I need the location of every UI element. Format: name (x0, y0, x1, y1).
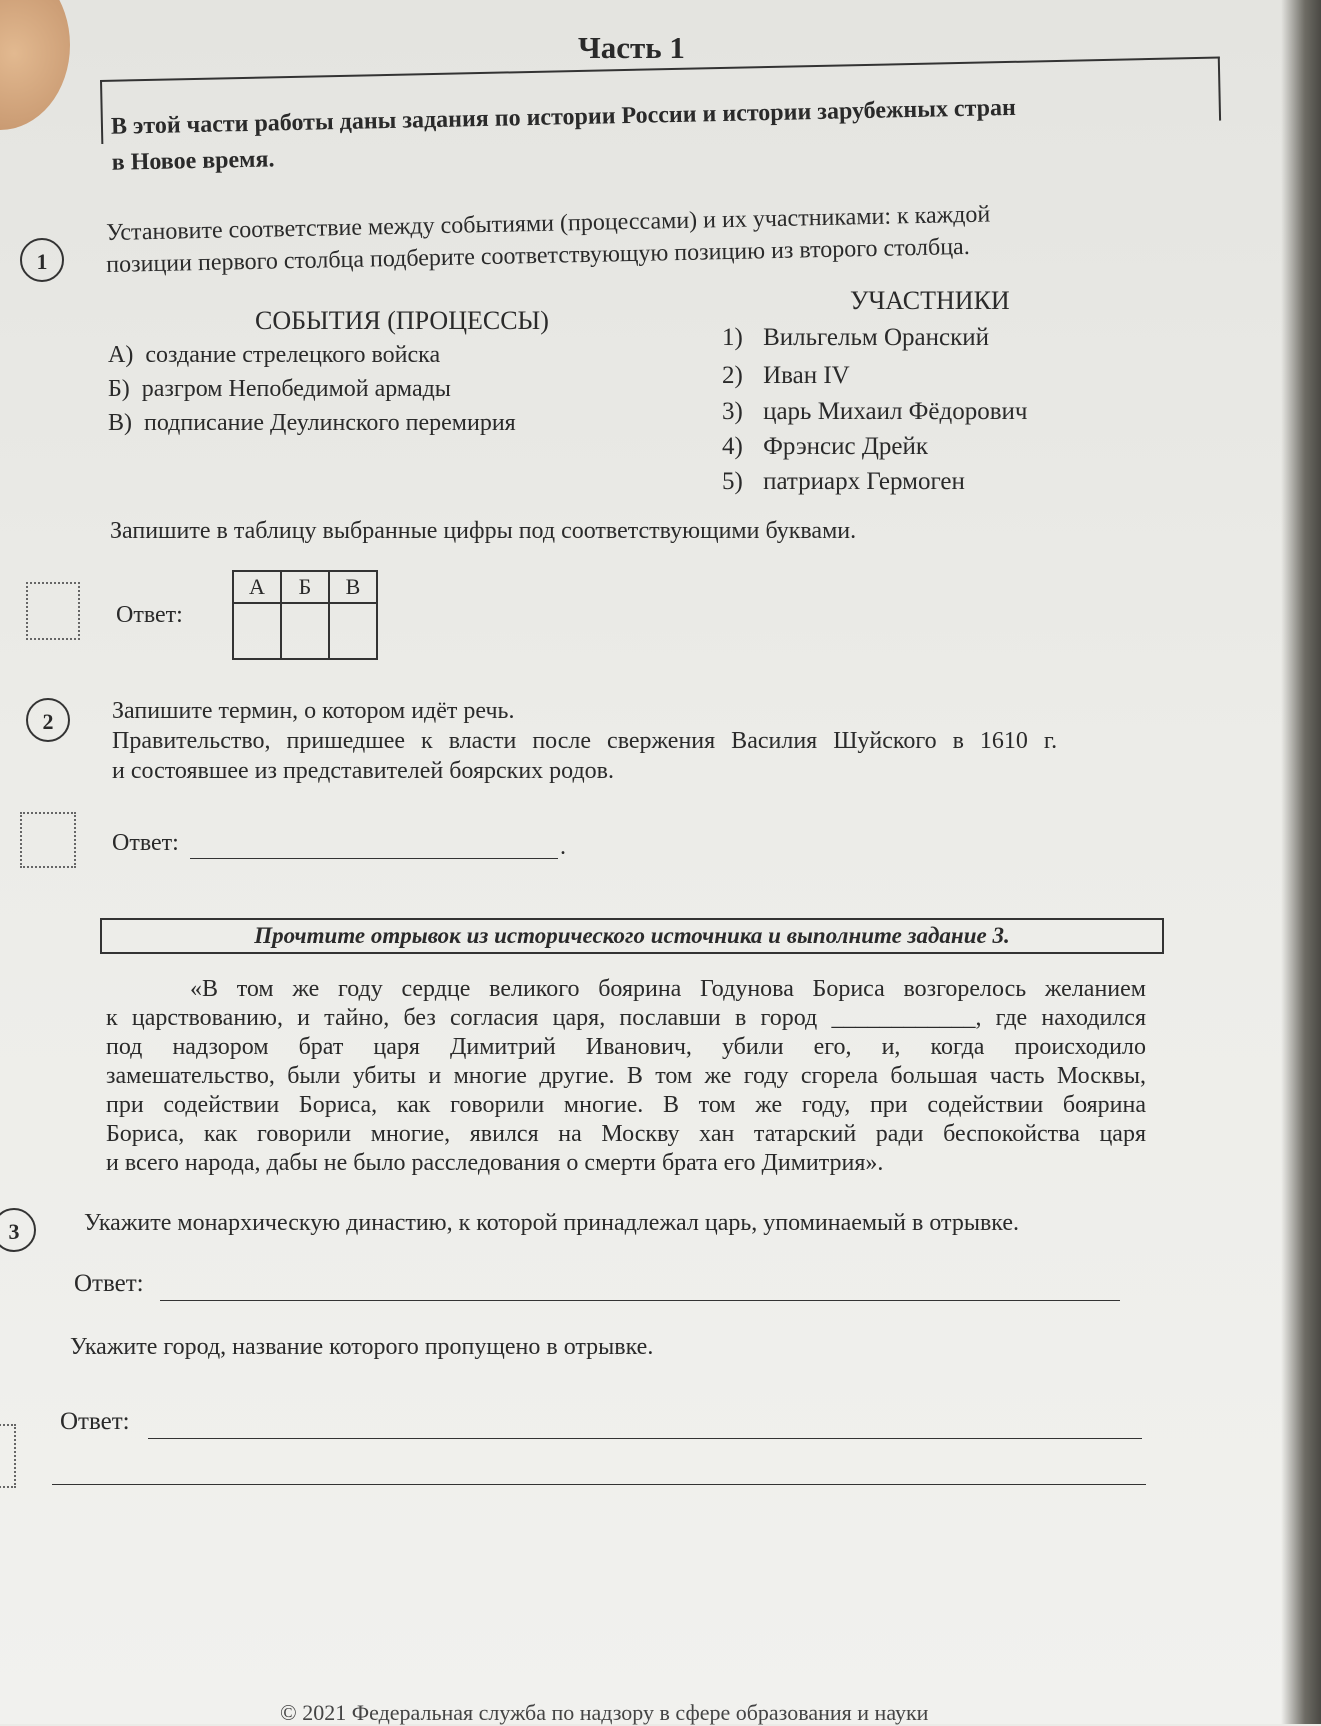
task-3-answer-label-2: Ответ: (60, 1408, 130, 1435)
task-3-answer-line-3[interactable] (52, 1462, 1146, 1485)
task-3-question-1: Укажите монархическую династию, к которой принадлежал царь, упоминаемый в отрывке. (84, 1210, 1019, 1236)
page-edge-shadow (1281, 0, 1321, 1724)
event-b (108, 376, 451, 403)
answer-table (232, 570, 378, 660)
score-box-task-3 (0, 1424, 16, 1488)
task-3-answer-label-1: Ответ: (74, 1270, 144, 1297)
score-box-task-2 (20, 812, 76, 868)
task-1-instruction-line-2: позиции первого столбца подберите соответствующую позицию из второго столбца. (106, 233, 970, 278)
intro-line-1: В этой части работы даны задания по истории России и истории зарубежных стран (110, 94, 1017, 140)
passage-line-6: Бориса, как говорили многие, явился на Москву хан татарский ради беспокойства царя (106, 1121, 1146, 1147)
passage-line-5: при содействии Бориса, как говорили многие. В том же году, при содействии боярина (106, 1092, 1146, 1118)
event-a-letter: А) (108, 342, 134, 368)
passage-line-4: замешательство, были убиты и многие другие. В том же году сгорела большая часть Москвы, (106, 1063, 1146, 1089)
event-a (108, 342, 440, 369)
task-2-prompt: Запишите термин, о котором идёт речь. (112, 698, 515, 724)
footer-copyright: © 2021 Федеральная служба по надзору в сфере образования и науки (280, 1700, 929, 1725)
passage-header-box (100, 918, 1164, 954)
participant-3 (722, 398, 1028, 426)
participant-4-text: Фрэнсис Дрейк (763, 433, 929, 460)
participant-5-num: 5) (722, 468, 743, 495)
score-box-task-1 (26, 582, 80, 640)
passage-line-7: и всего народа, дабы не было расследования о смерти брата его Димитрия». (106, 1150, 884, 1176)
passage-line-2: к царствованию, и тайно, без согласия царя, пославши в город ____________, где находился (106, 1005, 1146, 1031)
event-b-text: разгром Непобедимой армады (141, 376, 451, 402)
task-2-text-line-1: Правительство, пришедшее к власти после свержения Василия Шуйского в 1610 г. (112, 728, 1058, 754)
participants-header: УЧАСТНИКИ (850, 286, 1010, 315)
participant-4-num: 4) (722, 433, 743, 460)
participant-2-num: 2) (722, 362, 743, 389)
participant-3-num: 3) (722, 398, 743, 425)
event-a-text: создание стрелецкого войска (145, 342, 441, 368)
task-3-answer-line-2[interactable] (148, 1408, 1142, 1439)
task-1-number: 1 (20, 238, 64, 282)
intro-line-2: в Новое время. (111, 146, 275, 176)
passage-header: Прочтите отрывок из исторического источника и выполните задание 3. (254, 923, 1010, 948)
task-2-text-line-2: и состоявшее из представителей боярских родов. (112, 758, 615, 784)
participant-4 (722, 433, 928, 461)
passage-line-1: «В том же году сердце великого боярина Годунова Бориса возгорелось желанием (190, 976, 1146, 1002)
event-v (108, 410, 516, 437)
table-instruction: Запишите в таблицу выбранные цифры под соответствующими буквами. (110, 518, 857, 544)
answer-cell-a[interactable] (233, 603, 281, 659)
participant-2-text: Иван IV (763, 362, 850, 389)
events-header: СОБЫТИЯ (ПРОЦЕССЫ) (255, 306, 549, 335)
passage-text (106, 975, 1146, 1178)
event-b-letter: Б) (108, 376, 130, 402)
task-1-answer-label: Ответ: (116, 602, 183, 628)
task-2-answer-end: . (560, 834, 566, 860)
passage-line-3: под надзором брат царя Димитрий Иванович, убили его, и, когда происходило (106, 1034, 1146, 1060)
intro-box (100, 57, 1222, 192)
participant-5-text: патриарх Гермоген (763, 468, 965, 495)
participant-1 (722, 324, 989, 352)
task-3-number: 3 (0, 1208, 36, 1252)
participant-3-text: царь Михаил Фёдорович (763, 398, 1028, 425)
task-1-instruction-line-1: Установите соответствие между событиями (процессами) и их участниками: к каждой (106, 201, 991, 246)
answer-cell-b[interactable] (281, 603, 329, 659)
task-2-answer-line[interactable] (190, 830, 558, 859)
answer-cell-v[interactable] (329, 603, 377, 659)
event-v-text: подписание Деулинского перемирия (144, 410, 516, 436)
answer-table-header-b: Б (281, 571, 329, 603)
task-2-number: 2 (26, 698, 70, 742)
answer-table-header-v: В (329, 571, 377, 603)
task-3-question-2: Укажите город, название которого пропущено в отрывке. (70, 1334, 654, 1360)
part-title: Часть 1 (578, 30, 685, 65)
answer-table-header-a: А (233, 571, 281, 603)
task-2-answer-label: Ответ: (112, 830, 179, 856)
participant-1-text: Вильгельм Оранский (763, 324, 990, 351)
task-3-answer-line-1[interactable] (160, 1270, 1120, 1301)
participant-1-num: 1) (722, 324, 743, 351)
participant-5 (722, 468, 965, 496)
participant-2 (722, 362, 850, 390)
event-v-letter: В) (108, 410, 132, 436)
